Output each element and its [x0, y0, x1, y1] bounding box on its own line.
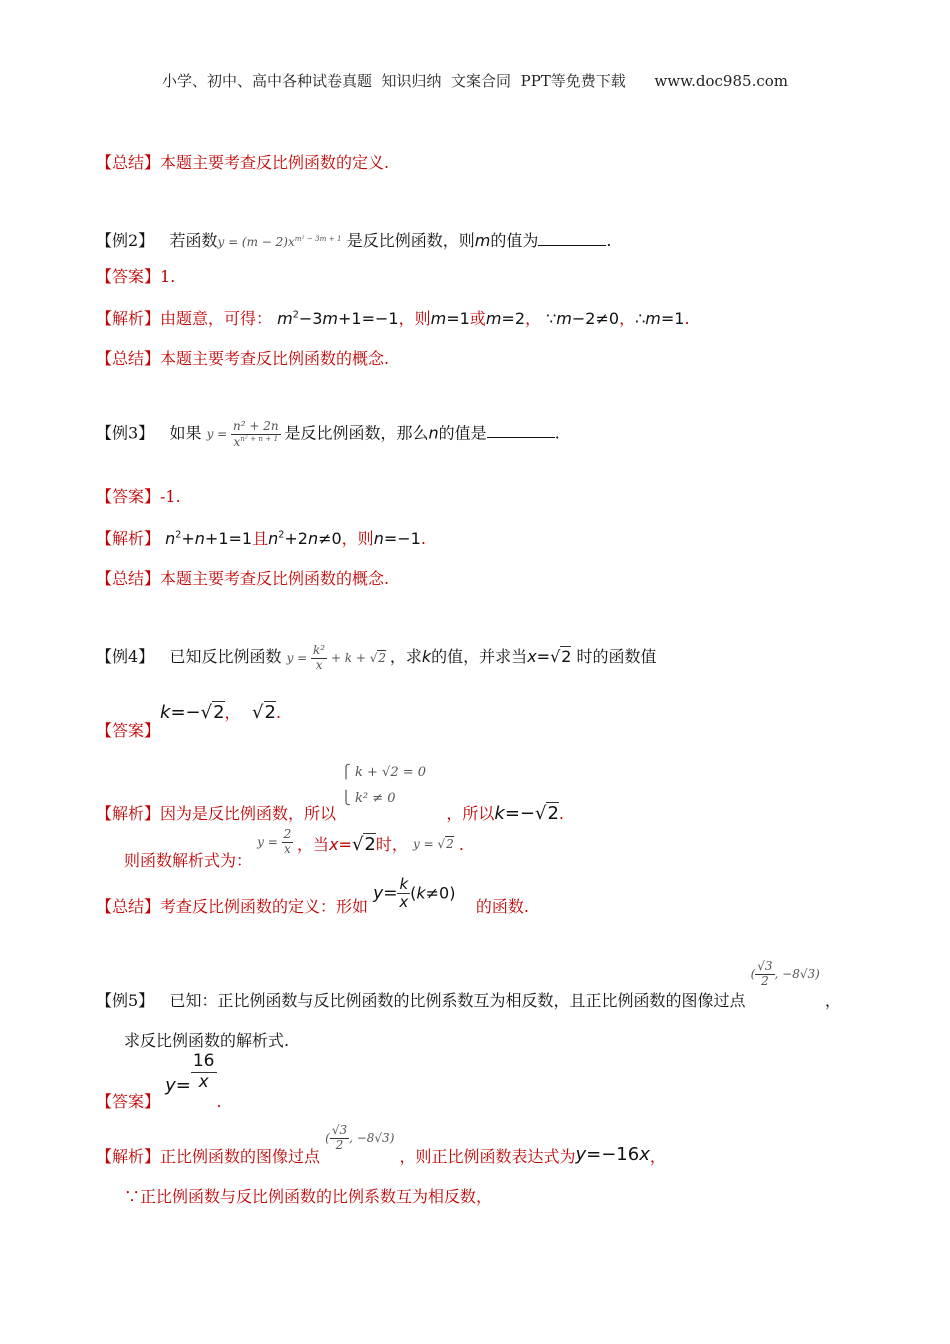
ex1-summary: 【总结】本题主要考查反比例函数的定义.: [96, 153, 390, 172]
ex2-analysis: 【解析】由题意，可得： $m^2-3m+1=-1$，则m=1或m=2， ∵m−2≠0，∴m=1.: [96, 309, 690, 328]
ex3-answer: 【答案】-1.: [96, 487, 181, 506]
ex2-answer: 【答案】1.: [96, 267, 176, 286]
ex4-summary: 【总结】考查反比例函数的定义：形如 y= $\frac{k}{x}$ (k≠0) 的函数.: [96, 875, 529, 917]
ex2-question: 【例2】 若函数$y = (m - 2)x^{m^2 - 3m + 1}$ 是反比例函数，则m的值为 .: [96, 231, 612, 250]
ex4-function-formula: y = $\frac{\text{k²}}{x}$ + k + √2: [286, 643, 387, 672]
ex3-summary: 【总结】本题主要考查反比例函数的概念.: [96, 569, 390, 588]
ex5-question-2: 求反比例函数的解析式.: [124, 1031, 290, 1050]
ex4-question: 【例4】 已知反比例函数 y = $\frac{\text{k²}}{x}$ + k + √2 ，求k的值，并求当x=√2 时的函数值: [96, 643, 657, 672]
ex3-function-formula: y = $\frac{\text{n² + 2n}}{x^{n^2 + n + 1}}$: [206, 419, 279, 449]
ex5-point-coordinates: ( $\frac{√3}{2}$ , −8√3): [750, 959, 820, 988]
ex4-system-of-equations: ⎧ k + √2 = 0 ⎩ k² ≠ 0: [341, 765, 427, 806]
ex3-analysis: 【解析】 $n^2+n+1=1$且$n^2+2n\ne 0$，则n=−1.: [96, 529, 426, 548]
ex4-analysis-2: 则函数解析式为： y = $\frac{2}{x}$ ，当x=√2时， y = √2 .: [124, 827, 464, 870]
ex5-answer: 【答案】 y= $\frac{16}{x}$ .: [96, 1051, 222, 1111]
ex5-analysis: 【解析】正比例函数的图像过点 ( $\frac{√3}{2}$ , −8√3) ，则正比例函数表达式为y=−16x，: [96, 1123, 666, 1166]
ex2-summary: 【总结】本题主要考查反比例函数的概念.: [96, 349, 390, 368]
ex4-analysis: 【解析】因为是反比例函数，所以 ⎧ k + √2 = 0 ⎩ k² ≠ 0 ，所以k=−√2.: [96, 760, 564, 812]
ex2-function-formula: $y = (m - 2)x^{m^2 - 3m + 1}$: [217, 234, 342, 249]
answer-blank: [487, 423, 555, 438]
page-header: 小学、初中、高中各种试卷真题 知识归纳 文案合同 PPT等免费下载 www.doc985.com: [161, 72, 788, 90]
answer-blank: [538, 231, 606, 246]
ex4-answer: 【答案】k=−√2， √2.: [96, 702, 282, 740]
ex5-question: 【例5】 已知：正比例函数与反比例函数的比例系数互为相反数，且正比例函数的图像过点 ( $\frac{√3}{2}$ , −8√3) ，: [96, 959, 841, 1010]
ex3-question: 【例3】 如果 y = $\frac{\text{n² + 2n}}{x^{n^2 + n + 1}}$ 是反比例函数，那么n的值是 .: [96, 419, 560, 449]
ex5-analysis-2: ∵正比例函数与反比例函数的比例系数互为相反数，: [124, 1187, 493, 1206]
